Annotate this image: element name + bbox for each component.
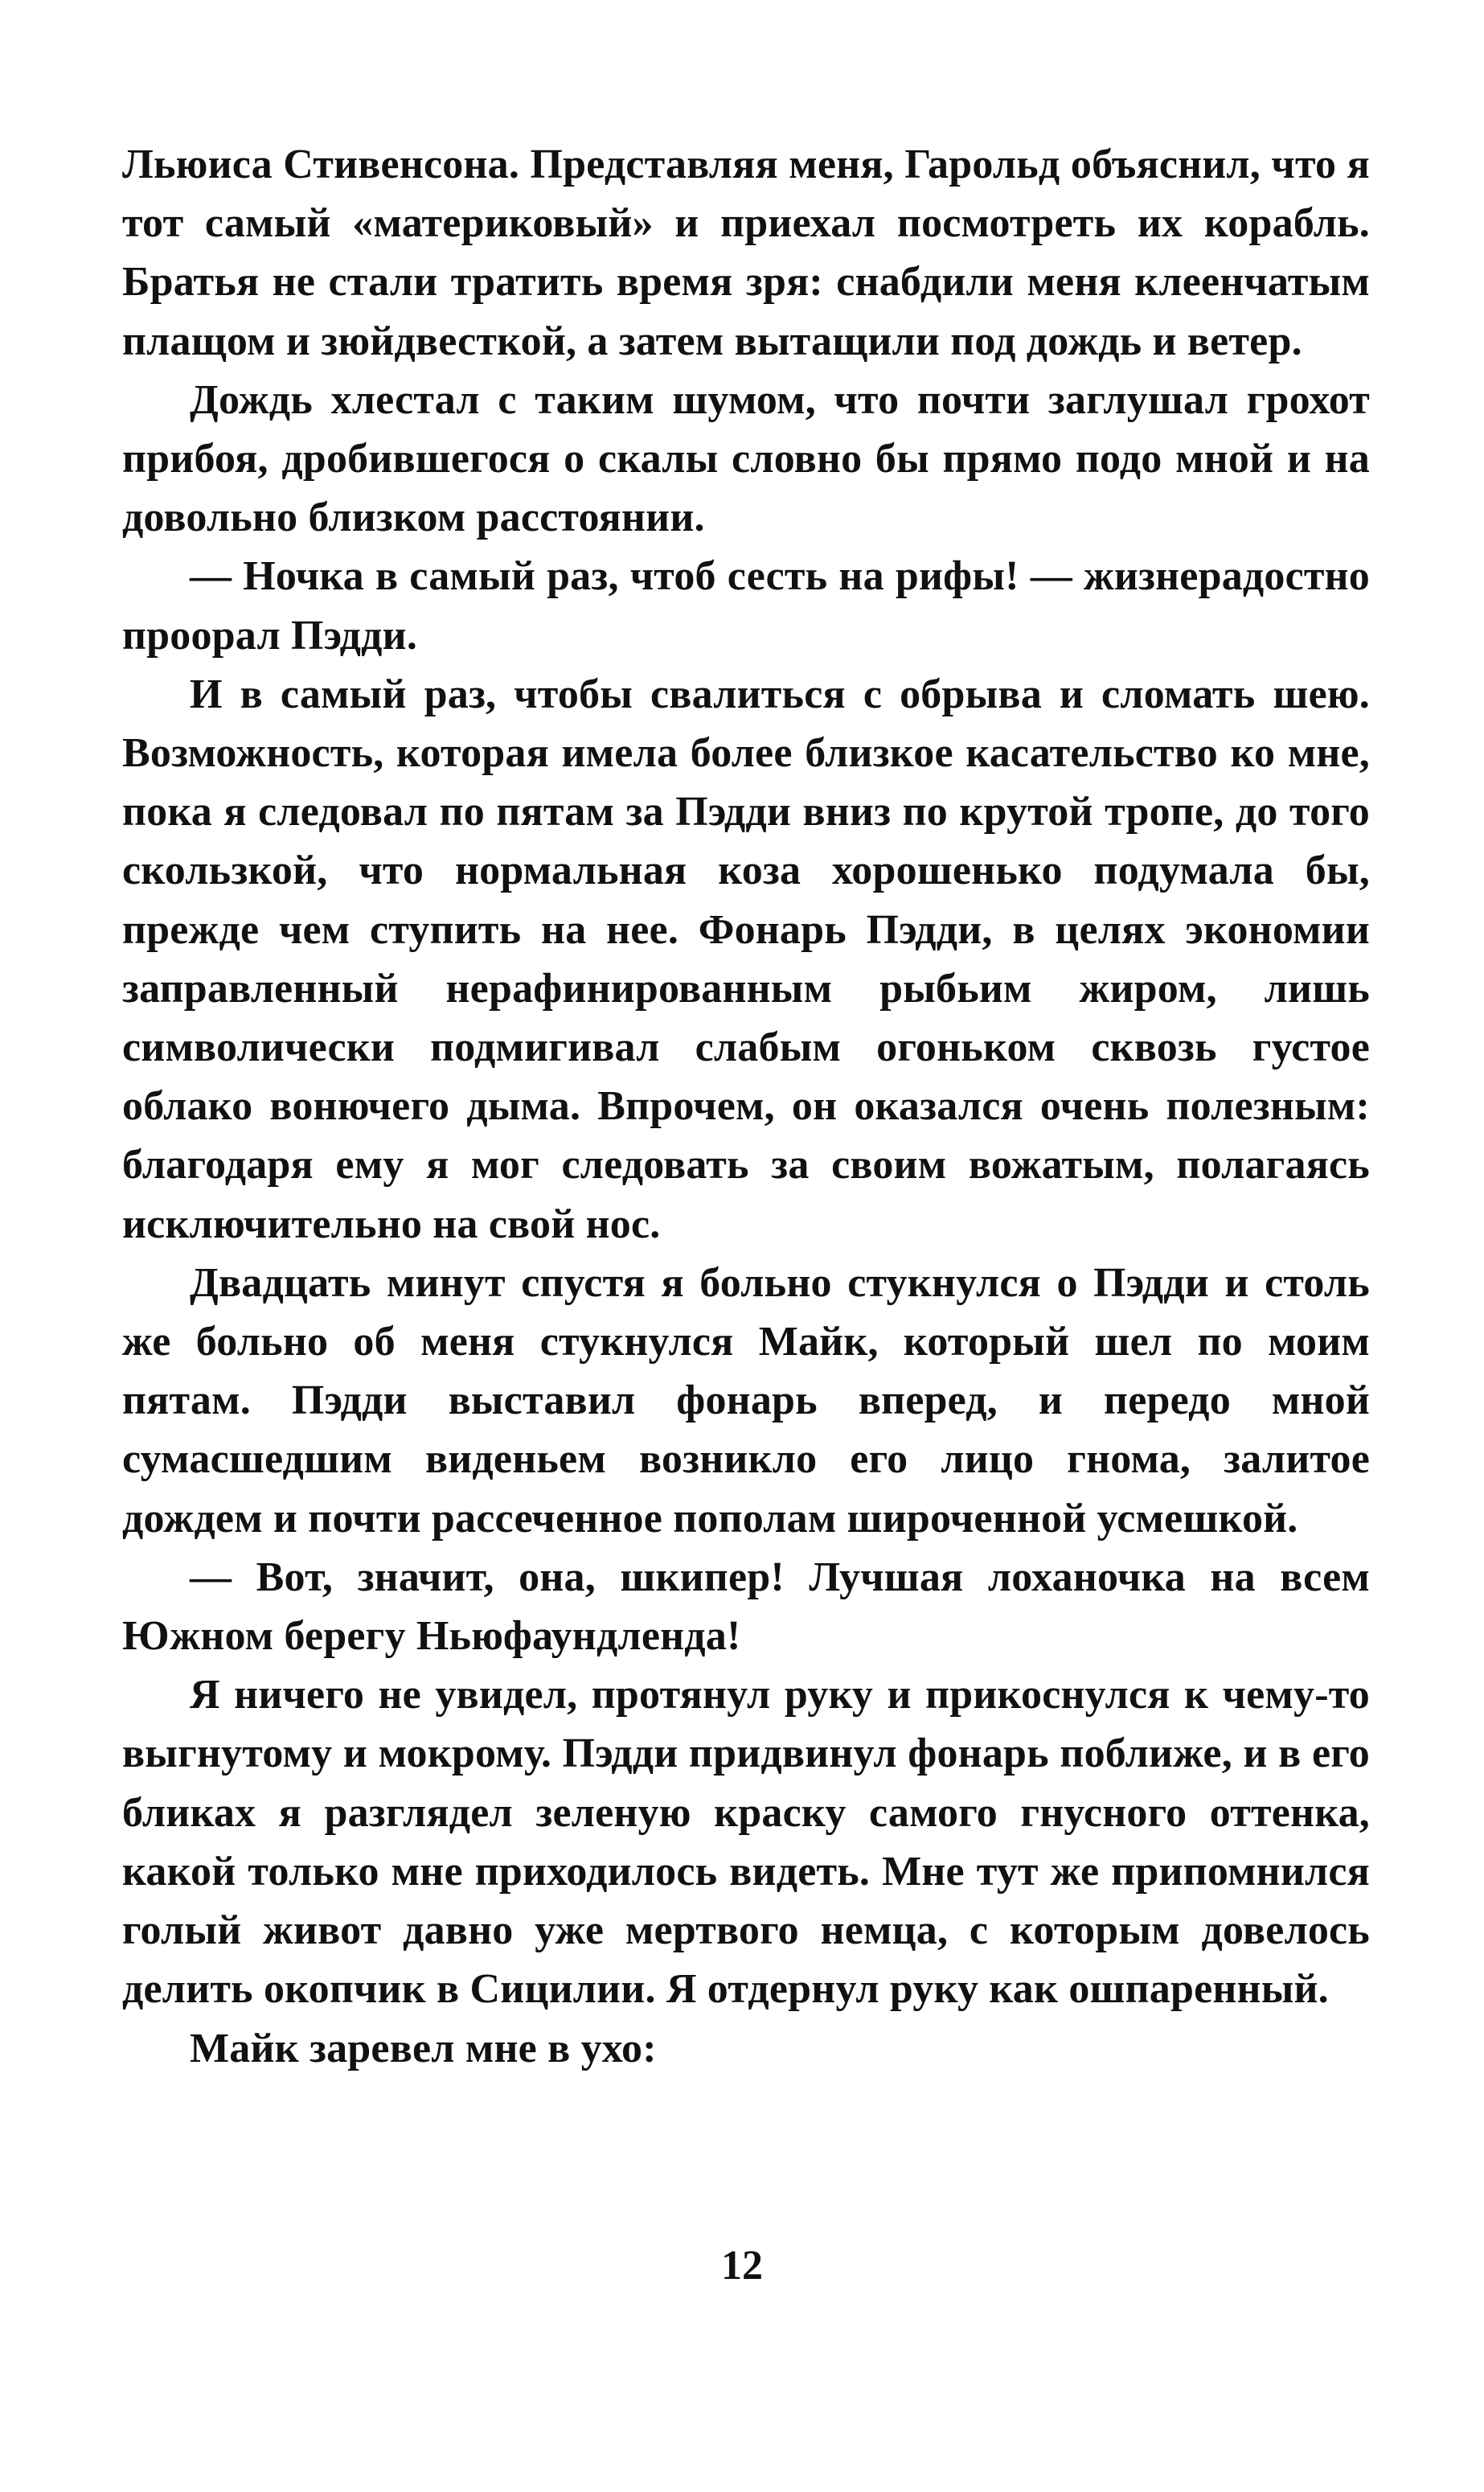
paragraph-6: — Вот, значит, она, шкипер! Лучшая лоханочка на всем Южном берегу Ньюфаундленда! [122,1554,1370,1660]
body-text [122,135,1370,2078]
paragraph-5: Двадцать минут спустя я больно стукнулся о Пэдди и столь же больно об меня стукнулся Майк, который шел по моим пятам. Пэдди выставил фонарь вперед, и передо мной сумасшедшим виденьем возникло его лицо гнома, залитое дождем и почти рассеченное пополам широченной усмешкой. [122,1259,1370,1542]
paragraph-7: Я ничего не увидел, протянул руку и прикоснулся к чему-то выгнутому и мокрому. Пэдди придвинул фонарь поближе, и в его бликах я разглядел зеленую краску самого гнусного оттенка, какой только мне приходилось видеть. Мне тут же припомнился голый живот давно уже мертвого немца, с которым довелось делить окопчик в Сицилии. Я отдернул руку как ошпаренный. [122,1672,1370,2013]
page-number: 12 [721,2243,763,2289]
paragraph-8: Майк заревел мне в ухо: [190,2025,657,2071]
paragraph-1: Льюиса Стивенсона. Представляя меня, Гарольд объяснил, что я тот самый «материковый» и приехал посмотреть их корабль. Братья не стали тратить время зря: снабдили меня клеенчатым плащом и зюйдвесткой, а затем вытащили под дождь и ветер. [122,142,1370,364]
paragraph-3: — Ночка в самый раз, чтоб сесть на рифы! — жизнерадостно проорал Пэдди. [122,553,1370,659]
paragraph-4: И в самый раз, чтобы свалиться с обрыва и сломать шею. Возможность, которая имела более близкое касательство ко мне, пока я следовал по пятам за Пэдди вниз по крутой тропе, до того скользкой, что нормальная коза хорошенько подумала бы, прежде чем ступить на нее. Фонарь Пэдди, в целях экономии заправленный нерафинированным рыбьим жиром, лишь символически подмигивал слабым огоньком сквозь густое облако вонючего дыма. Впрочем, он оказался очень полезным: благодаря ему я мог следовать за своим вожатым, полагаясь исключительно на свой нос. [122,671,1370,1247]
paragraph-2: Дождь хлестал с таким шумом, что почти заглушал грохот прибоя, дробившегося о скалы словно бы прямо подо мной и на довольно близком расстоянии. [122,376,1370,541]
